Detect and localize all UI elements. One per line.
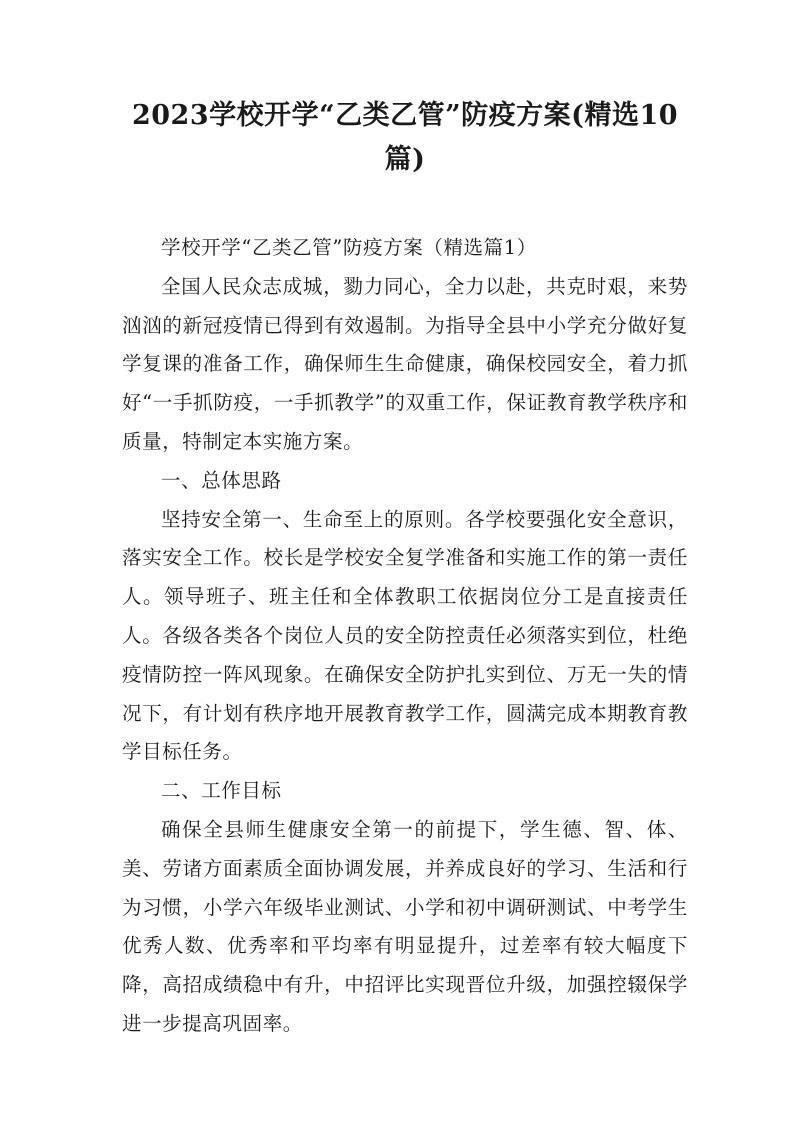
paragraph-work-goals: 确保全县师生健康安全第一的前提下，学生德、智、体、美、劳诸方面素质全面协调发展，并养成良好的学习、生活和行为习惯，小学六年级毕业测试、小学和初中调研测试、中考学生优秀人数、优秀率和平均率有明显提升，过差率有较大幅度下降，高招成绩稳中有升，中招评比实现晋位升级，加强控辍保学进一步提高巩固率。	[122, 817, 688, 1035]
section-heading-work-goals: 二、工作目标	[161, 779, 282, 803]
section-heading-overall-idea: 一、总体思路	[161, 468, 282, 492]
paragraph-intro: 全国人民众志成城，勠力同心，全力以赴，共克时艰，来势汹汹的新冠疫情已得到有效遏制。为指导全县中小学充分做好复学复课的准备工作，确保师生生命健康，确保校园安全，着力抓好“一手抓防疫，一手抓教学”的双重工作，保证教育教学秩序和质量，特制定本实施方案。	[122, 274, 688, 453]
paragraph-overall-idea: 坚持安全第一、生命至上的原则。各学校要强化安全意识，落实安全工作。校长是学校安全复学准备和实施工作的第一责任人。领导班子、班主任和全体教职工依据岗位分工是直接责任人。各级各类各个岗位人员的安全防控责任必须落实到位，杜绝疫情防控一阵风现象。在确保安全防护扎实到位、万无一失的情况下，有计划有秩序地开展教育教学工作，圆满完成本期教育教学目标任务。	[122, 507, 688, 764]
section-heading-plan: 学校开学“乙类乙管”防疫方案（精选篇1）	[161, 236, 537, 259]
document-title: 2023学校开学“乙类乙管”防疫方案(精选10篇)	[131, 100, 679, 175]
document-body	[122, 229, 688, 1044]
